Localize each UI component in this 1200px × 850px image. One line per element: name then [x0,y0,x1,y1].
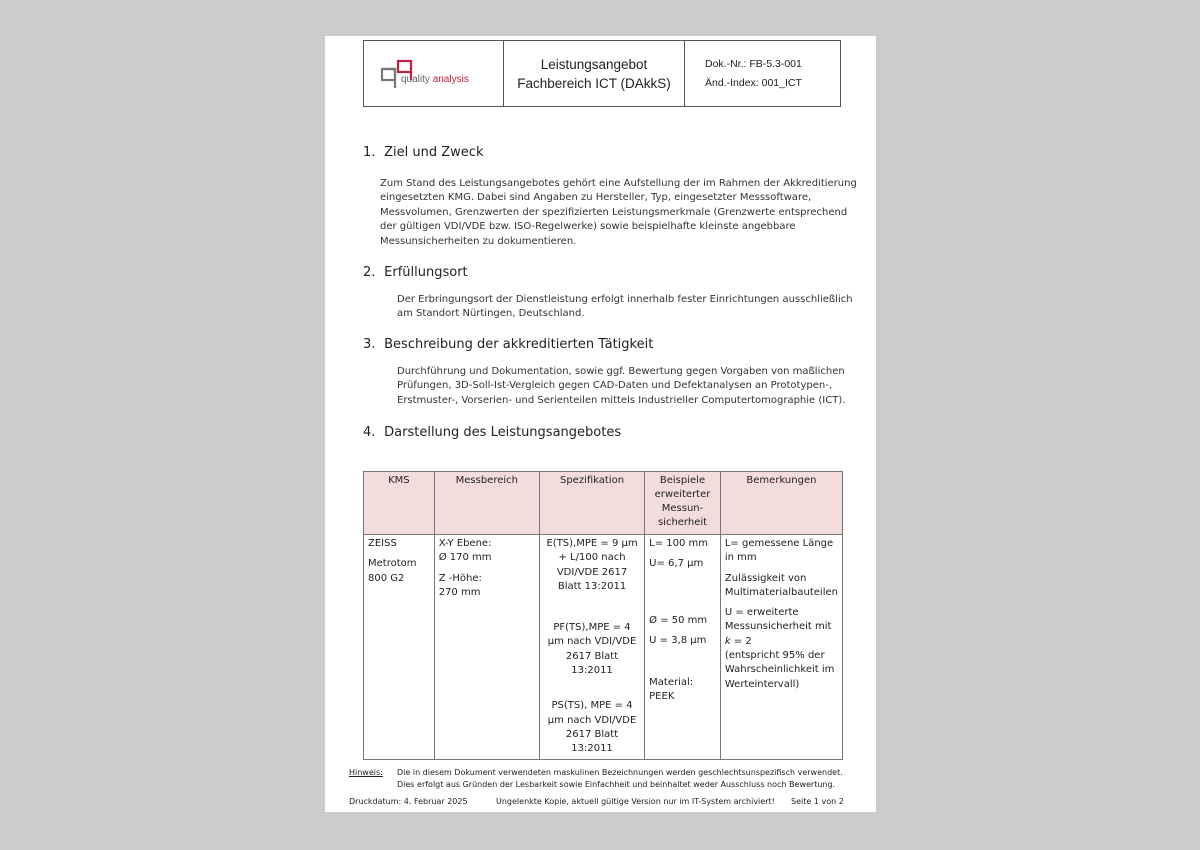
remark-k-symbol: k [724,635,731,647]
section-2-line: Der Erbringungsort der Dienstleistung erfolgt innerhalb fester Einrichtungen ausschließlich [397,294,853,305]
section-4-title: Darstellung des Leistungsangebotes [384,425,622,440]
section-2-text [397,293,853,322]
cell-beispiele [645,535,721,760]
section-3-line: Erstmuster-, Vorserien- und Serienteilen mittels Industrieller Computertomographie (ICT). [397,394,846,406]
remark-length: L= gemessene Länge in mm [724,538,834,564]
footer-page-number: Seite 1 von 2 [791,797,844,806]
section-2-heading [363,265,468,280]
col-header-beispiele [645,472,721,535]
cell-spezifikation [539,535,644,760]
section-1-line: der gültigen VDI/VDE bzw. ISO-Regelwerke) sowie beispielhafte kleinste angebbare [380,221,796,233]
section-4-heading [363,425,621,440]
doc-number: Dok.-Nr.: FB-5.3-001 [705,57,802,70]
example-material-label: Material: [649,677,694,689]
logo-word-quality: quality [401,74,430,85]
remark-uncertainty-text: U = erweiterte Messunsicherheit mit [724,607,832,633]
service-table [363,471,843,760]
section-1-line: Zum Stand des Leistungsangebotes gehört eine Aufstellung der im Rahmen der Akkreditierung [380,178,857,189]
header-title-line-2: Fachbereich ICT (DAkkS) [517,75,671,91]
table-header-row [364,472,843,535]
remark-k-value: = 2 [730,635,752,647]
header-line: Messun- [661,503,704,514]
remark-multimaterial: Zulässigkeit von Multimaterialbauteilen [724,572,838,598]
messbereich-xy-value: Ø 170 mm [438,552,492,564]
messbereich-xy-label: X-Y Ebene: [438,538,492,549]
example-length: L= 100 mm [649,538,709,549]
example-diameter: Ø = 50 mm [649,614,708,626]
kms-model: Metrotom 800 G2 [368,558,417,584]
note-line-1: Die in diesem Dokument verwendeten maskulinen Bezeichnungen werden geschlechtsunspezifisch verwendet. [397,768,843,777]
section-1-line: eingesetzten KMG. Dabei sind Angaben zu Hersteller, Typ, eingesetzter Messsoftware, [380,192,812,204]
table-row [364,535,843,760]
header-line: Beispiele [659,475,706,486]
section-1-number: 1. [363,145,376,160]
section-2-line: am Standort Nürtingen, Deutschland. [397,308,585,320]
change-index: Änd.-Index: 001_ICT [705,76,802,89]
section-1-text [380,177,857,249]
section-3-line: Prüfungen, 3D-Soll-Ist-Vergleich gegen CAD-Daten und Defektanalysen an Prototypen-, [397,380,833,392]
section-4-number: 4. [363,425,376,440]
section-1-heading [363,145,483,160]
spec-e-ts: E(TS),MPE = 9 µm + L/100 nach VDI/VDE 2617 Blatt 13:2011 [546,538,638,592]
header-meta-cell [685,41,840,106]
logo-cell [364,41,504,106]
col-header-kms: KMS [364,472,435,535]
spec-pf-ts: PF(TS),MPE = 4 µm nach VDI/VDE 2617 Blatt 13:2011 [547,622,637,677]
section-1-line: Messvolumen, Grenzwerten der spezifizierten Leistungsmerkmale (Grenzwerte entsprechend [380,206,848,218]
header-title-cell [504,41,685,106]
logo-wordmark [401,74,469,85]
example-material-value: PEEK [649,691,675,703]
note-line-2: Dies erfolgt aus Gründen der Lesbarkeit sowie Einfachheit und beinhaltet weder Ausschluss noch Bewertung. [397,780,836,789]
section-2-number: 2. [363,265,376,280]
header-line: erweiterter [654,489,711,500]
header-title-line-1: Leistungsangebot [540,56,648,72]
spec-ps-ts: PS(TS), MPE = 4 µm nach VDI/VDE 2617 Blatt 13:2011 [547,700,637,755]
section-1-line: Messunsicherheiten zu dokumentieren. [380,235,577,247]
cell-kms [364,535,435,760]
cell-bemerkungen [720,535,842,760]
messbereich-z-label: Z -Höhe: [438,572,482,584]
col-header-spezifikation: Spezifikation [539,472,644,535]
section-1-title: Ziel und Zweck [384,145,484,160]
note-text [397,767,857,791]
section-2-title: Erfüllungsort [384,265,468,280]
example-u-length: U= 6,7 µm [649,558,704,570]
col-header-bemerkungen: Bemerkungen [720,472,842,535]
section-3-number: 3. [363,337,376,352]
section-3-heading [363,337,653,352]
logo-word-analysis: analysis [432,74,469,85]
section-3-text [397,365,845,408]
note-label: Hinweis: [349,768,383,777]
header-line: sicherheit [657,517,708,528]
kms-maker: ZEISS [368,538,397,549]
document-header [363,40,841,107]
section-3-title: Beschreibung der akkreditierten Tätigkeit [384,337,654,352]
remark-uncertainty [725,606,838,649]
footer-copy-notice: Ungelenkte Kopie, aktuell gültige Version nur im IT-System archiviert! [496,797,775,806]
messbereich-z-value: 270 mm [438,586,481,598]
section-3-line: Durchführung und Dokumentation, sowie ggf. Bewertung gegen Vorgaben von maßlichen [397,366,845,377]
remark-confidence: (entspricht 95% der Wahrscheinlichkeit im Werteintervall) [724,650,835,690]
footer-print-date: Druckdatum: 4. Februar 2025 [349,797,468,806]
cell-messbereich [434,535,539,760]
document-page [325,36,876,812]
col-header-messbereich: Messbereich [434,472,539,535]
example-u-diameter: U = 3,8 µm [649,634,707,646]
